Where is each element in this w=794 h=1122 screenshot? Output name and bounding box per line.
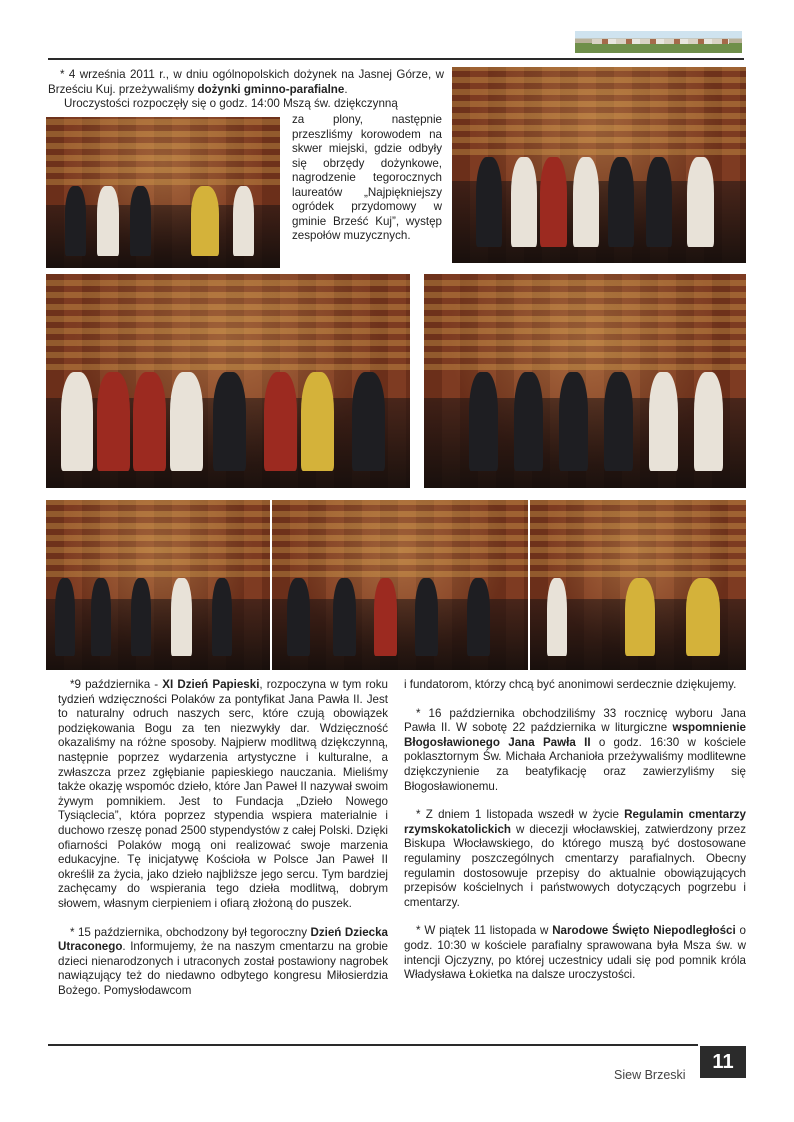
independence-day-paragraph: * W piątek 11 listopada w Narodowe Święto Niepodległości o godz. 10:30 w kościele parafialny sprawowana była Msza św. w intencji Ojczyzny, po której uczestnicy udali się pod pomnik króla Władysława Łokietka na dalsze uroczystości.	[404, 924, 746, 982]
papal-day-heading: XI Dzień Papieski	[162, 678, 260, 691]
photo-priests-altar	[530, 500, 746, 670]
intro-paragraph-1: * 4 września 2011 r., w dniu ogólnopolskich dożynek na Jasnej Górze, w Brześciu Kuj. przeżywaliśmy dożynki gminno-parafialne.	[48, 68, 444, 96]
jp2-anniversary-paragraph: * 16 października obchodziliśmy 33 rocznicę wyboru Jana Pawła II. W sobotę 22 października w liturgiczne wspomnienie Błogosławionego Jana Pawła II o godz. 16:30 w kościele poklasztornym Św. Michała Archanioła przeżywaliśmy modlitewne dziękczynienie za beatyfikację oraz zawierzyliśmy się Błogosławionemu.	[404, 706, 747, 793]
blessed-jp2-heading: wspomnienie Błogosławionego Jana Pawła II	[404, 721, 746, 749]
photo-folk-choir	[46, 274, 410, 488]
intro-paragraph-2-wrap: za plony, następnie przeszliśmy korowodem na skwer miejski, gdzie odbyły się obrzędy dożynkowe, nagrodzenie tegorocznych laureatów „Najpiękniejszy ogródek przydomowy w gminie Brześć Kuj”, występ zespołów muzycznych.	[292, 113, 442, 242]
photo-church-interior-procession	[46, 117, 280, 268]
page-number: 11	[700, 1046, 746, 1078]
header-rule	[48, 58, 744, 60]
column-right	[404, 678, 746, 983]
cemetery-rules-heading: Regulamin cmentarzy rzymskokatolickich	[404, 808, 746, 836]
photo-congregation-front-pews	[452, 67, 746, 263]
photo-offering-gifts	[424, 274, 746, 488]
papal-day-paragraph: *9 października - XI Dzień Papieski, rozpoczyna w tym roku tydzień wdzięczności Polaków za pontyfikat Jana Pawła II. Jest to naturalny odruch naszych serc, które czują obowiązek podziękowania Bogu za ten niezwykły dar. Wdzięczność okazaliśmy na różne sposoby. Najpierw modlitwą dziękczynną, następnie poprzez wydarzenia artystyczne i kulturalne, a zwłaszcza przez zgłębianie papieskiego nauczania. Mieliśmy także okazję wspomóc dzieło, które Jan Paweł II nazywał swoim żywym pomnikiem. Jest to Fundacja „Dzieło Nowego Tysiąclecia”, która poprzez stypendia wspiera materialnie i duchowo rzeszę ponad 2500 stypendystów z całej Polski. Dzięki ofiarności Polaków mogą oni realizować swoje marzenia edukacyjne. Tę inicjatywę Kościoła w Polsce Jan Paweł II określił za życia, jako dzieło najbliższe jego sercu. Tym bardziej zachęcamy do wspierania tego dzieła modlitwą, dobrym słowem, własnym cierpieniem i ofiarą złożoną do puszek.	[58, 678, 388, 910]
cemetery-rules-paragraph: * Z dniem 1 listopada wszedł w życie Regulamin cmentarzy rzymskokatolickich w diecezji włocławskiej, zatwierdzony przez Biskupa Włocławskiego, do którego muszą być dostosowane regulaminy poszczególnych cmentarzy parafialnych. Obecny regulamin dostosowuje przepisy do aktualnie obowiązujących przepisów kościelnych i państwowych dotyczących pogrzebu i cmentarzy.	[404, 808, 746, 909]
footer-rule	[48, 1044, 698, 1046]
publication-name: Siew Brzeski	[614, 1068, 686, 1082]
intro-text-top	[48, 68, 444, 112]
intro-text-wrap	[292, 113, 442, 244]
independence-day-heading: Narodowe Święto Niepodległości	[552, 924, 736, 938]
column-left	[58, 678, 388, 998]
lost-child-day-paragraph: * 15 października, obchodzony był tegoroczny Dzień Dziecka Utraconego. Informujemy, że na naszym cmentarzu na grobie dzieci nienarodzonych i utraconych został postawiony nagrobek nawiązujący też do niedawno odbytego kongresu Miłosierdzia Bożego. Pomysłodawcom	[58, 925, 389, 997]
header-village-thumbnail	[575, 31, 742, 53]
thanks-paragraph: i fundatorom, którzy chcą być anonimowi serdecznie dziękujemy.	[404, 678, 737, 691]
photo-harvest-baskets-center	[272, 500, 528, 670]
intro-paragraph-2-start: Uroczystości rozpoczęły się o godz. 14:00 Mszą św. dziękczynną	[64, 97, 398, 111]
lost-child-day-heading: Dzień Dziecka Utraconego	[58, 925, 389, 954]
harvest-festival-heading: dożynki gminno-parafialne	[197, 82, 345, 96]
photo-harvest-baskets-left	[46, 500, 270, 670]
